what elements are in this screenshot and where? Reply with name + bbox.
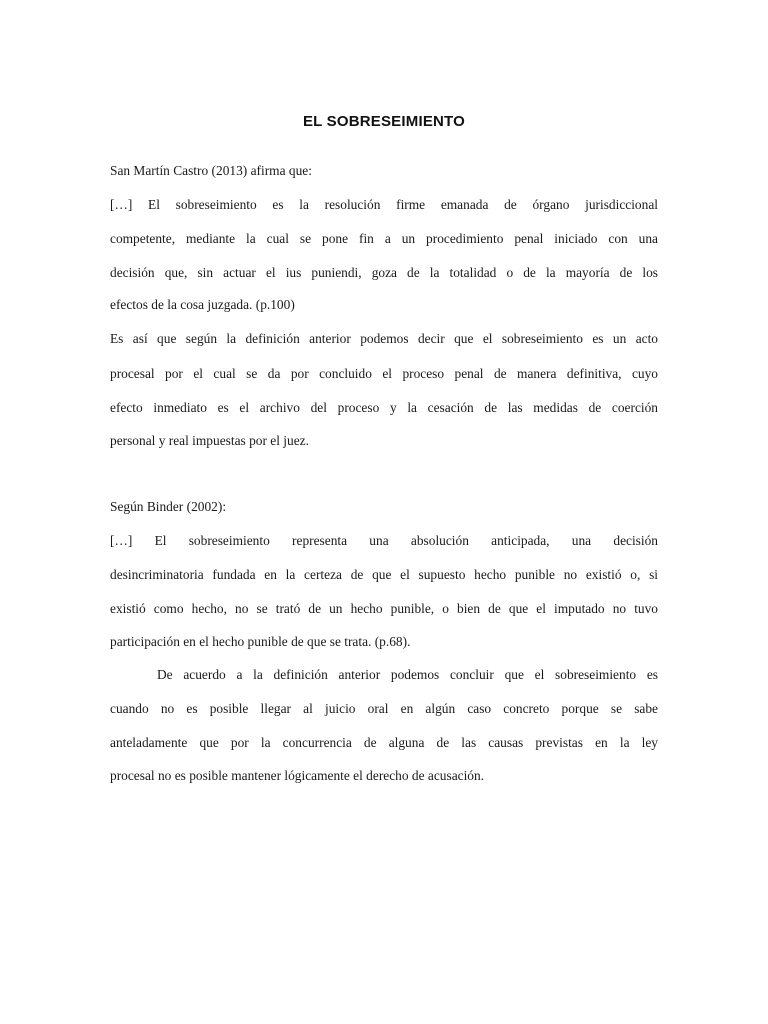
text-line: participación en el hecho punible de que se trata. (p.68). [110,634,411,649]
document-title: EL SOBRESEIMIENTO [302,113,466,130]
text-line: competente, mediante la cual se pone fin a un procedimiento penal iniciado con una [110,231,658,246]
text-line: San Martín Castro (2013) afirma que: [110,163,312,178]
text-line: personal y real impuestas por el juez. [110,433,309,448]
text-line: De acuerdo a la definición anterior podemos concluir que el sobreseimiento es [157,667,658,682]
text-line: decisión que, sin actuar el ius puniendi, goza de la totalidad o de la mayoría de los [110,265,658,280]
text-line: anteladamente que por la concurrencia de alguna de las causas previstas en la ley [110,735,658,750]
text-line: […] El sobreseimiento representa una absolución anticipada, una decisión [110,533,658,548]
text-line: procesal por el cual se da por concluido el proceso penal de manera definitiva, cuyo [110,366,658,381]
text-line: cuando no es posible llegar al juicio oral en algún caso concreto porque se sabe [110,701,658,716]
text-line: Según Binder (2002): [110,499,227,514]
text-line: existió como hecho, no se trató de un hecho punible, o bien de que el imputado no tuvo [110,601,658,616]
text-line: efectos de la cosa juzgada. (p.100) [110,297,295,312]
text-line: procesal no es posible mantener lógicamente el derecho de acusación. [110,768,485,783]
text-line: desincriminatoria fundada en la certeza de que el supuesto hecho punible no existió o, si [110,567,658,582]
text-line: Es así que según la definición anterior podemos decir que el sobreseimiento es un acto [110,331,658,346]
text-line: efecto inmediato es el archivo del proceso y la cesación de las medidas de coerción [110,400,658,415]
text-line: […] El sobreseimiento es la resolución firme emanada de órgano jurisdiccional [110,197,658,212]
